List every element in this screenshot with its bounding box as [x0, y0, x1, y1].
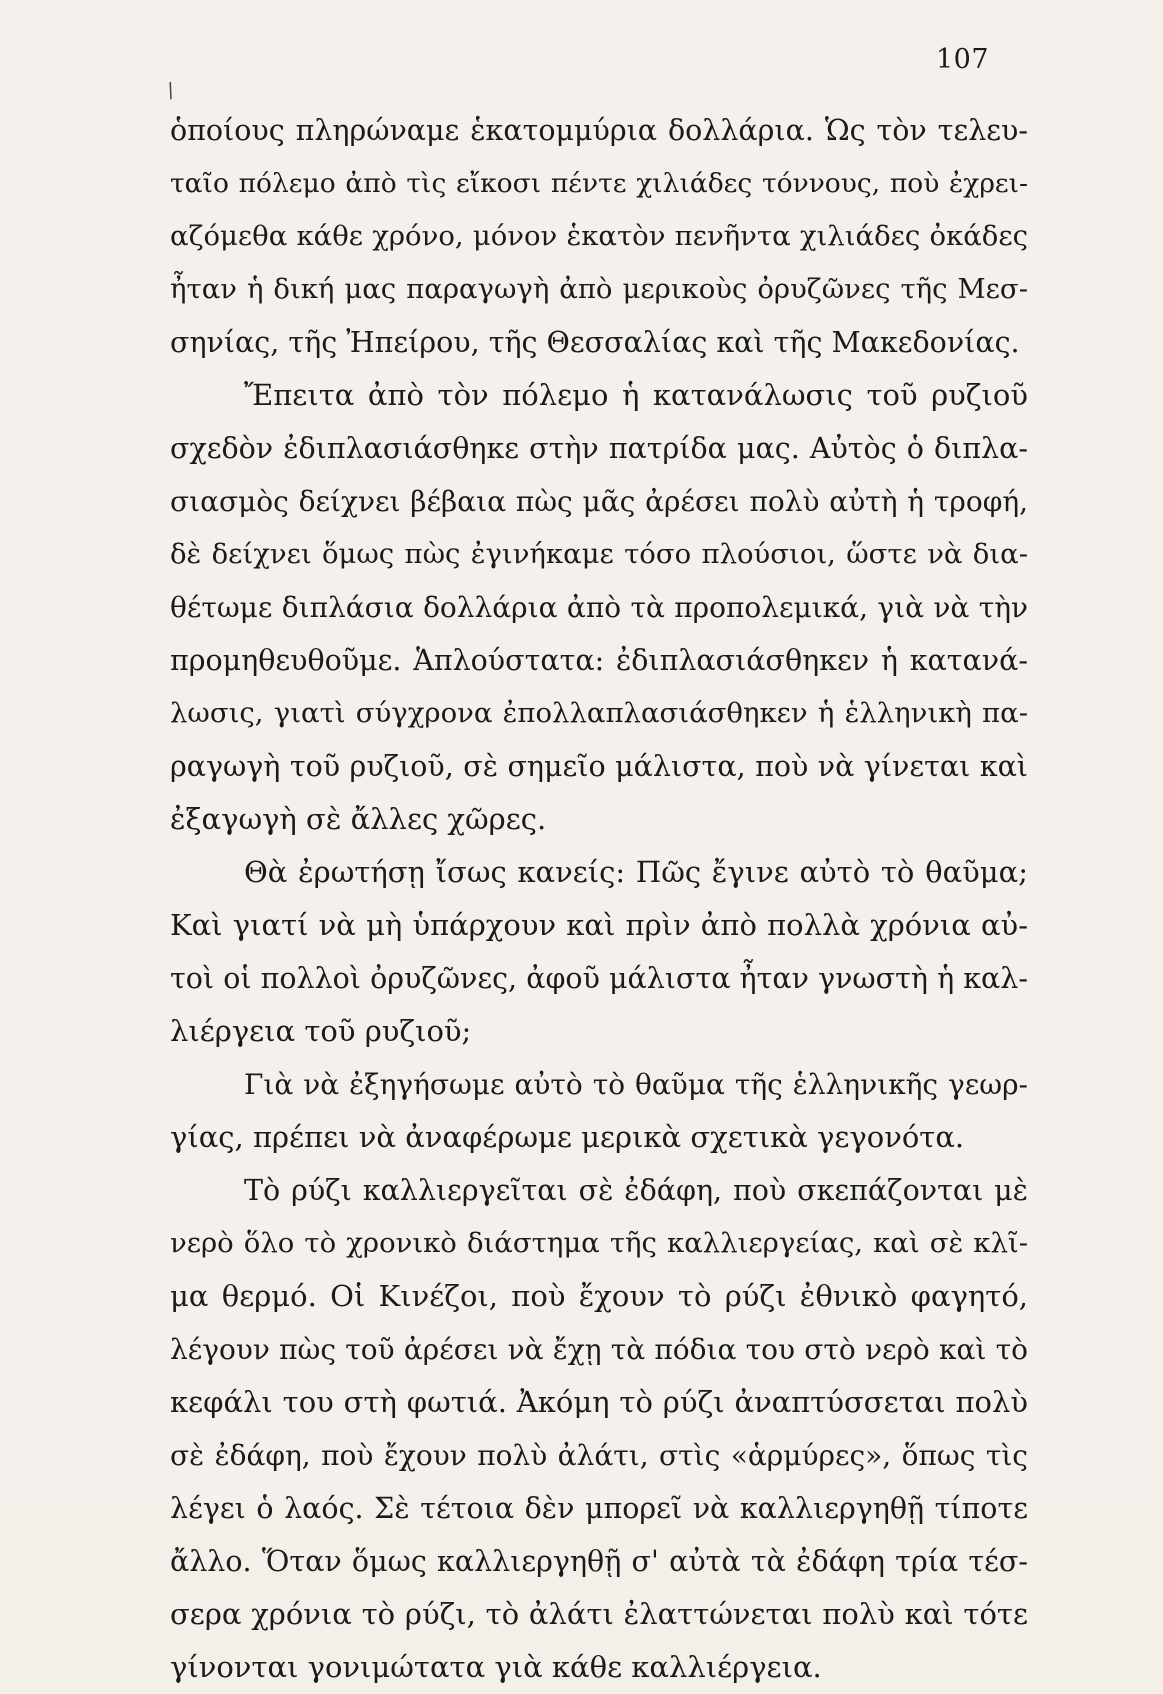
text-line: νερὸ ὅλο τὸ χρονικὸ διάστημα τῆς καλλιεργείας, καὶ σὲ κλῖ-: [170, 1227, 1028, 1259]
text-line: Θὰ ἐρωτήσῃ ἴσως κανείς: Πῶς ἔγινε αὐτὸ τὸ θαῦμα;: [244, 855, 1028, 889]
text-line: σὲ ἐδάφη, ποὺ ἔχουν πολὺ ἀλάτι, στὶς «ἁρμύρες», ὅπως τὶς: [170, 1439, 1028, 1472]
text-line: μα θερμό. Οἱ Κινέζοι, ποὺ ἔχουν τὸ ρύζι ἐθνικὸ φαγητό,: [170, 1279, 1028, 1313]
text-line: Καὶ γιατί νὰ μὴ ὑπάρχουν καὶ πρὶν ἀπὸ πολλὰ χρόνια αὐ-: [170, 908, 1028, 942]
text-line: αζόμεθα κάθε χρόνο, μόνον ἑκατὸν πενῆντα χιλιάδες ὀκάδες: [170, 220, 1028, 252]
body-text: [170, 104, 1028, 1694]
text-line: κεφάλι του στὴ φωτιά. Ἀκόμη τὸ ρύζι ἀναπτύσσεται πολὺ: [170, 1385, 1028, 1419]
text-line: σερα χρόνια τὸ ρύζι, τὸ ἀλάτι ἐλαττώνεται πολὺ καὶ τότε: [170, 1597, 1028, 1631]
text-line: ἐξαγωγὴ σὲ ἄλλες χῶρες.: [170, 802, 547, 836]
text-line: ἦταν ἡ δική μας παραγωγὴ ἀπὸ μερικοὺς ὀρυζῶνες τῆς Μεσ-: [170, 273, 1028, 305]
text-line: Ἔπειτα ἀπὸ τὸν πόλεμο ἡ κατανάλωσις τοῦ ρυζιοῦ: [244, 378, 1028, 412]
text-line: γίας, πρέπει νὰ ἀναφέρωμε μερικὰ σχετικὰ γεγονότα.: [170, 1120, 965, 1154]
text-line: σχεδὸν ἐδιπλασιάσθηκε στὴν πατρίδα μας. Αὐτὸς ὁ διπλα-: [170, 432, 1028, 465]
text-line: σιασμὸς δείχνει βέβαια πὼς μᾶς ἀρέσει πολὺ αὐτὴ ἡ τροφή,: [170, 485, 1028, 518]
text-line: Γιὰ νὰ ἐξηγήσωμε αὐτὸ τὸ θαῦμα τῆς ἑλληνικῆς γεωρ-: [244, 1068, 1028, 1101]
text-line: ὁποίους πληρώναμε ἑκατομμύρια δολλάρια. Ὡς τὸν τελευ-: [170, 114, 1028, 147]
text-line: σηνίας, τῆς Ἠπείρου, τῆς Θεσσαλίας καὶ τῆς Μακεδονίας.: [170, 326, 1020, 359]
text-line: λωσις, γιατὶ σύγχρονα ἐπολλαπλασιάσθηκεν ἡ ἑλληνικὴ πα-: [170, 697, 1028, 729]
page-number: 107: [936, 44, 990, 75]
text-line: δὲ δείχνει ὅμως πὼς ἐγινήκαμε τόσο πλούσιοι, ὥστε νὰ δια-: [170, 538, 1028, 570]
text-line: θέτωμε διπλάσια δολλάρια ἀπὸ τὰ προπολεμικά, γιὰ νὰ τὴν: [170, 591, 1028, 624]
text-line: λέγουν πὼς τοῦ ἀρέσει νὰ ἔχῃ τὰ πόδια του στὸ νερὸ καὶ τὸ: [170, 1333, 1028, 1366]
text-line: λιέργεια τοῦ ρυζιοῦ;: [170, 1014, 472, 1048]
text-line: ἄλλο. Ὅταν ὅμως καλλιεργηθῇ σ' αὐτὰ τὰ ἐδάφη τρία τέσ-: [170, 1545, 1028, 1578]
text-line: προμηθευθοῦμε. Ἁπλούστατα: ἐδιπλασιάσθηκεν ἡ κατανά-: [170, 644, 1028, 677]
text-line: ραγωγὴ τοῦ ρυζιοῦ, σὲ σημεῖο μάλιστα, ποὺ νὰ γίνεται καὶ: [170, 750, 1028, 783]
text-line: λέγει ὁ λαός. Σὲ τέτοια δὲν μπορεῖ νὰ καλλιεργηθῇ τίποτε: [170, 1492, 1028, 1525]
text-line: τοὶ οἱ πολλοὶ ὀρυζῶνες, ἀφοῦ μάλιστα ἦταν γνωστὴ ἡ καλ-: [170, 962, 1028, 995]
text-line: ταῖο πόλεμο ἀπὸ τὶς εἴκοσι πέντε χιλιάδες τόννους, ποὺ ἐχρει-: [170, 168, 1028, 199]
text-line: Τὸ ρύζι καλλιεργεῖται σὲ ἐδάφη, ποὺ σκεπάζονται μὲ: [244, 1174, 1028, 1207]
text-line: γίνονται γονιμώτατα γιὰ κάθε καλλιέργεια.: [170, 1650, 822, 1684]
margin-mark: /: [163, 77, 178, 103]
